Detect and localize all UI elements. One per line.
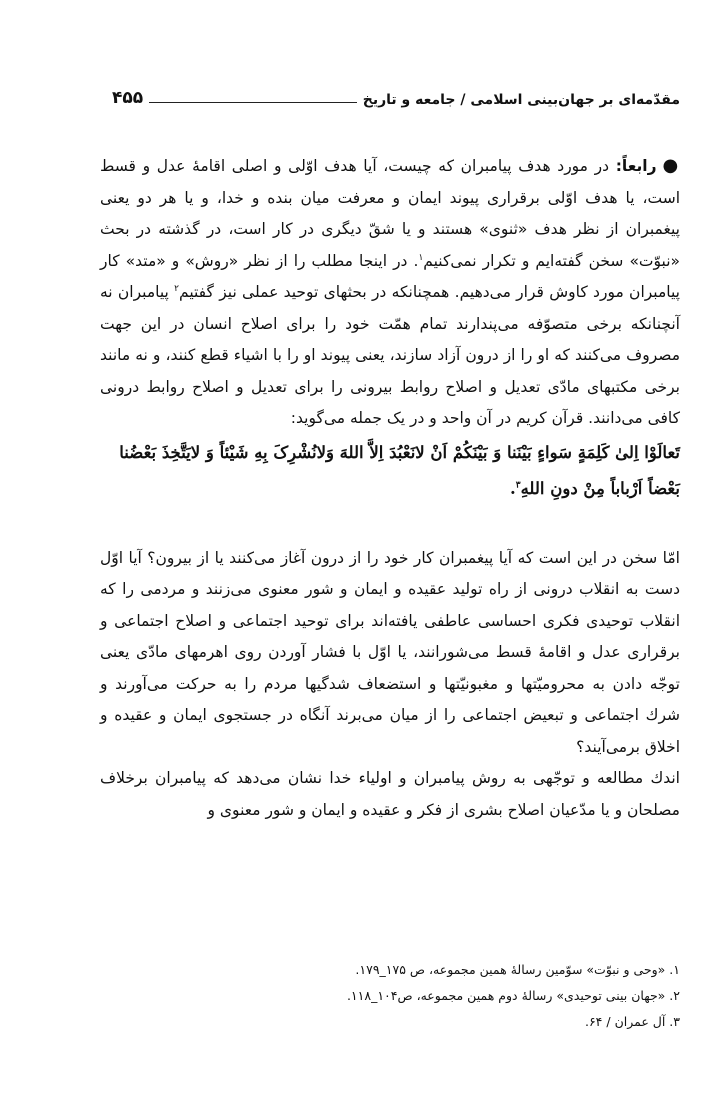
paragraph-3: اندك مطالعه و توجّهی به روش پیامبران و اولیاء خدا نشان می‌دهد که پیامبران برخلاف مصلحان و یا مدّعیان اصلاح بشری از فکر و عقیده و ایمان و شور معنوی و — [100, 769, 680, 819]
quran-verse-end: . — [509, 478, 516, 498]
bullet-icon: ● — [662, 155, 680, 176]
footnote-ref-2[interactable]: ۲ — [174, 283, 180, 294]
footnote-1: ۱. «وحی و نبوّت» سوّمین رسالۀ همین مجموعه، ص ۱۷۵_۱۷۹. — [355, 962, 680, 977]
quran-verse-text: تَعالَوْا اِلیٰ کَلِمَةٍ سَواءٍ بَیْنَنا وَ بَیْنَکُمْ اَنْ لانَعْبُدَ اِلاَّ اللهَ وَلانُشْرِکَ بِهِ شَیْئاً وَ لایَتَّخِذَ بَعْضُنا بَعْضاً اَرْباباً مِنْ دونِ اللهِ — [119, 442, 680, 498]
main-text — [100, 150, 680, 826]
header-rule — [149, 102, 357, 103]
paragraph-1-text-c: پیامبران نه آنچنانکه برخی متصوّفه می‌پندارند تمام همّت خود را برای اصلاح انسان در این جهت مصروف می‌کنند که او را از درون آزاد سازند، یعنی پیوند او را با اشیاء قطع کنند، و نه مانند برخی مکتبهای مادّی تعدیل و اصلاح روابط بیرونی را برای تعدیل و اصلاح روابط درونی کافی می‌دانند. قرآن کریم در آن واحد و در یک جمله می‌گوید: — [100, 283, 680, 427]
paragraph-2: امّا سخن در این است که آیا پیغمبران کار خود را از درون آغاز می‌کنند یا از بیرون؟ آیا اوّل دست به انقلاب درونی از راه تولید عقیده و ایمان و شور معنوی می‌زنند و مردمی را که انقلاب توحیدی فکری احساسی عاطفی یافته‌اند برای توحید اجتماعی و اصلاح اجتماعی و برقراری عدل و اقامۀ قسط می‌شورانند، یا اوّل با فشار آوردن روی اهرمهای مادّی یعنی توجّه دادن به محرومیّتها و مغبونیّتها و استضعاف شدگیها مردم را به حرکت می‌آورند و شرك اجتماعی و تبعیض اجتماعی را از میان می‌برند آنگاه در جستجوی ایمان و عقیده و اخلاق برمی‌آیند؟ — [100, 548, 680, 756]
running-header-title: مقدّمه‌ای بر جهان‌بینی اسلامی / جامعه و تاریخ — [362, 92, 680, 108]
paragraph-lead: رابعاً: — [615, 157, 657, 175]
page-number: ۴۵۵ — [112, 88, 144, 108]
footnote-3: ۳. آل عمران / ۶۴. — [584, 1014, 680, 1029]
quran-verse — [100, 435, 680, 507]
paragraph-1 — [100, 150, 680, 435]
running-header — [112, 86, 680, 108]
footnote-2: ۲. «جهان بینی توحیدی» رسالۀ دوم همین مجموعه، ص۱۰۴_۱۱۸. — [346, 988, 680, 1003]
paragraph-1-text-b: . در اینجا مطلب را از نظر «روش» و «متد» کار پیامبران مورد کاوش قرار می‌دهیم. همچنانکه در بحثهای توحید عملی نیز گفتیم — [100, 251, 680, 301]
paragraph-1-text-a: در مورد هدف پیامبران که چیست، آیا هدف اوّلی و اصلی اقامۀ عدل و قسط است، یا هدف اوّلی برقراری پیوند ایمان و معرفت میان بنده و خدا، و یا هر دو یعنی پیغمبران از نظر هدف «ثنوی» هستند و یا شقّ دیگری در کار است، در گذشته در بحث «نبوّت» سخن گفته‌ایم و تکرار نمی‌کنیم — [100, 157, 680, 270]
footnotes — [330, 957, 680, 1035]
footnote-ref-3[interactable]: ۳ — [515, 480, 521, 490]
footnote-ref-1[interactable]: ۱ — [418, 252, 424, 263]
